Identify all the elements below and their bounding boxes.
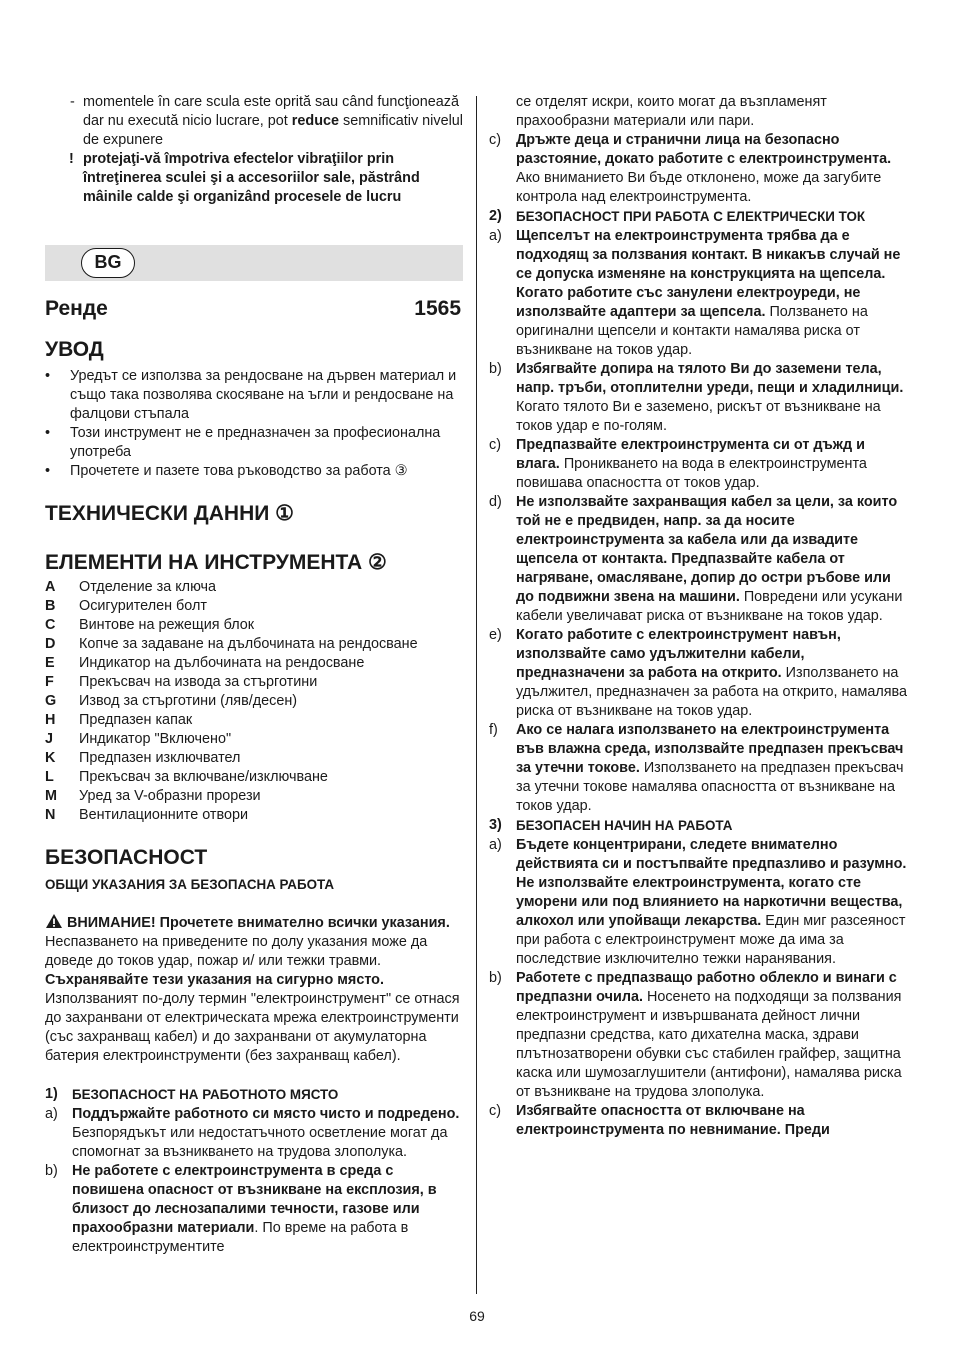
part-label: Извод за стърготини (ляв/десен) [79,693,298,709]
bullet-marker: • [45,425,51,441]
item-marker: c) [489,437,501,453]
electrical-item-b [489,360,911,436]
exclamation-marker: ! [69,151,74,167]
product-title-row [45,296,463,322]
product-name: Ренде [45,297,108,320]
intro-item-text: Уредът се използва за рендосване на дървен материал и също така позволява скосяване на ъгли и рендосване на фалцови стъпала [70,368,457,422]
part-letter: L [45,769,54,785]
item-bold-text: Щепселът на електроинструмента трябва да е подходящ за ползвания контакт. В никакъв случай не се допуска изменяне на конструкцията на щепсела. Когато работите със занулени електроуреди, не използвайте адаптери за щепсела. [516,228,901,320]
part-item [45,616,463,635]
item-bold-text: Поддържайте работното си място чисто и подредено. [72,1106,460,1122]
safety-warning [45,913,463,1066]
section-2-title [489,207,911,227]
item-text: Проникването на вода в електроинструмента повишава опасността от токов удар. [516,456,867,491]
section-number: 3) [489,817,502,833]
part-letter: C [45,617,56,633]
electrical-item-a [489,227,911,360]
part-letter: K [45,750,56,766]
warning-text-2: Използваният по-долу термин "електроинструмент" се отнася до захранвани от електрическата мрежа електроинструменти (със захранващ кабел) и до захранвани от акумулаторна батерия електроинструменти (без захранващ кабел). [45,991,460,1064]
intro-item [45,367,463,424]
intro-heading: УВОД [45,338,104,361]
column-divider [476,96,477,1294]
item-marker: c) [489,1103,501,1119]
item-text: Когато тялото Ви е заземено, рискът от възникване на токов удар е по-голям. [516,399,881,434]
part-label: Индикатор "Включено" [79,731,232,747]
item-punct: . [254,1220,259,1236]
warning-text: Неспазването на приведените по долу указания може да доведе до токов удар, пожар и/ или тежки травми. [45,934,428,969]
work-item-b [489,969,911,1102]
part-item [45,768,463,787]
product-model: 1565 [414,297,461,320]
part-item [45,654,463,673]
part-letter: E [45,655,55,671]
part-label: Отделение за ключа [79,579,217,595]
item-bold-text: Не използвайте захранващия кабел за цели, за които той не е предвиден, напр. за да носите електроинструмента за кабела или да извадите щепсела от контакта. Предпазвайте кабела от нагряване, омасляване, допир до остри ръбове или до подвижни звена на машини. [516,494,898,605]
part-item [45,730,463,749]
intro-item-text: Този инструмент не е предназначен за професионална употреба [70,425,441,460]
section-number: 1) [45,1086,58,1102]
vibration-notice-text: protejaţi-vă împotriva efectelor vibraţiilor prin întreţinerea sculei şi a accesoriilor sale, păstrând mâinile calde şi organizând procesele de lucru [83,151,420,205]
item-text: Носенето на подходящи за ползвания електроинструмент и извършваната дейност лични предпазни средства, като дихателна маска, здрави плътнозатворени обувки със стабилен грайфер, защитна каска или шумозаглушители (антифони), намалява риска от възникване на трудова злополука. [516,989,902,1100]
item-bold-text: Избягвайте опасността от включване на електроинструмента по невнимание. Преди [516,1103,830,1138]
part-label: Прекъсвач на извода за стърготини [79,674,318,690]
exposure-dash-item [45,93,463,150]
warning-bold-text: ВНИМАНИЕ! Прочетете внимателно всички указания. [67,915,450,931]
item-text: Използването на удължител, предназначен за работа на открито, намалява риска от възникване на токов удар. [516,665,908,719]
item-text: Безпорядъкът или недостатъчното осветление могат да спомогнат за възникването на трудова злополука. [72,1125,448,1160]
item-bold-text: Избягвайте допира на тялото Ви до заземени тела, напр. тръби, отоплителни уреди, пещи и хладилници. [516,361,904,396]
electrical-item-c [489,436,911,493]
part-item [45,635,463,654]
part-label: Вентилационните отвори [79,807,249,823]
left-column-top [45,93,463,207]
part-label: Предпазен изключвател [79,750,241,766]
item-text: Повредени или усукани кабели увеличават риска от възникване на токов удар. [516,589,903,624]
workplace-item-b [45,1162,463,1257]
page-number: 69 [469,1308,485,1324]
part-item [45,806,463,825]
part-letter: F [45,674,54,690]
intro-item [45,462,463,481]
parts-list [45,578,463,825]
dash-text-end: semnificativ nivelul de expunere [83,113,463,148]
section-1-title [45,1085,463,1105]
part-letter: M [45,788,57,804]
item-marker: a) [489,837,502,853]
part-letter: J [45,731,54,747]
item-marker: e) [489,627,502,643]
section-title: БЕЗОПАСНОСТ ПРИ РАБОТА С ЕЛЕКТРИЧЕСКИ ТОК [516,209,866,224]
part-label: Осигурителен болт [79,598,207,614]
part-item [45,692,463,711]
language-badge: BG [81,248,135,278]
workplace-item-a [45,1105,463,1162]
part-label: Копче за задаване на дълбочината на рендосване [79,636,418,652]
part-item [45,597,463,616]
item-marker: b) [489,361,502,377]
part-letter: H [45,712,56,728]
left-column-main [45,336,463,1257]
part-label: Индикатор на дълбочината на рендосване [79,655,365,671]
item-bold-text: Предпазвайте електроинструмента си от дъжд и влага. [516,437,865,472]
part-letter: G [45,693,57,709]
safety-subheading: ОБЩИ УКАЗАНИЯ ЗА БЕЗОПАСНА РАБОТА [45,877,335,892]
safety-heading: БЕЗОПАСНОСТ [45,846,208,869]
section-title: БЕЗОПАСЕН НАЧИН НА РАБОТА [516,818,733,833]
section-number: 2) [489,208,502,224]
part-item [45,787,463,806]
section-title: БЕЗОПАСНОСТ НА РАБОТНОТО МЯСТО [72,1087,339,1102]
electrical-item-d [489,493,911,626]
item-bold-text: Ако се налага използването на електроинструмента във влажна среда, използвайте предпазен прекъсвач за утечни токове. [516,722,904,776]
part-letter: B [45,598,56,614]
bullet-marker: • [45,368,51,384]
part-label: Предпазен капак [79,712,193,728]
bullet-marker: • [45,463,51,479]
dash-bold-text: reduce [291,113,339,129]
dash-marker: - [70,94,75,110]
part-item [45,711,463,730]
part-letter: D [45,636,56,652]
language-band [45,245,463,281]
workplace-item-b-continued [489,93,911,131]
warning-triangle-icon [45,913,63,929]
warning-bold-text-2: Съхранявайте тези указания на сигурно място. [45,972,384,988]
item-bold-text: Не работете с електроинструмента в среда с повишена опасност от възникване на експлозия, в близост до леснозапалими течности, газове или прахообразни материали [72,1163,437,1236]
vibration-notice [45,150,463,207]
item-bold-text: Бъдете концентрирани, следете внимателно действията си и постъпвайте предпазливо и разумно. Не използвайте електроинструмента, когато сте уморени или под влиянието на наркотични вещества, алкохол или упойващи лекарства. [516,837,907,929]
electrical-item-e [489,626,911,721]
item-marker: b) [489,970,502,986]
item-bold-text: Когато работите с електроинструмент навън, използвайте само удължителни кабели, предназначени за работа на открито. [516,627,841,681]
intro-list [45,367,463,481]
item-marker: d) [489,494,502,510]
part-item [45,673,463,692]
section-3-title [489,816,911,836]
item-text: Използването на предпазен прекъсвач за утечни токове намалява опасността от възникване на токов удар. [516,760,904,814]
right-column [489,93,911,1140]
item-text: Ползването на оригинални щепсели и контакти намалява риска от възникване на токов удар. [516,304,868,358]
item-marker: f) [489,722,498,738]
intro-item-text: Прочетете и пазете това ръководство за работа ③ [70,463,408,479]
item-marker: c) [489,132,501,148]
part-label: Винтове на режещия блок [79,617,255,633]
tech-data-heading: ТЕХНИЧЕСКИ ДАННИ ① [45,502,294,525]
item-marker: a) [45,1106,58,1122]
part-letter: N [45,807,56,823]
part-label: Уред за V-образни прорези [79,788,261,804]
part-label: Прекъсвач за включване/изключване [79,769,328,785]
work-item-a [489,836,911,969]
item-text: Един миг разсеяност при работа с електроинструмент може да има за последствие изключително тежки наранявания. [516,913,906,967]
item-bold-text: Дръжте деца и странични лица на безопасно разстояние, докато работите с електроинструмента. [516,132,892,167]
dash-text: momentele în care scula este oprită sau când funcţionează dar nu execută nicio lucrare, pot [83,94,459,129]
work-item-c [489,1102,911,1140]
item-text: По време на работа в електроинструментите [72,1220,409,1255]
item-marker: a) [489,228,502,244]
part-item [45,578,463,597]
intro-item [45,424,463,462]
item-bold-text: Работете с предпазващо работно облекло и винаги с предпазни очила. [516,970,897,1005]
part-item [45,749,463,768]
item-marker: b) [45,1163,58,1179]
workplace-item-c [489,131,911,207]
parts-heading: ЕЛЕМЕНТИ НА ИНСТРУМЕНТА ② [45,551,387,574]
electrical-item-f [489,721,911,816]
part-letter: A [45,579,56,595]
item-text: Ако вниманието Ви бъде отклонено, може да загубите контрола над електроинструмента. [516,170,882,205]
item-text: се отделят искри, които могат да възпламенят прахообразни материали или пари. [516,94,827,129]
